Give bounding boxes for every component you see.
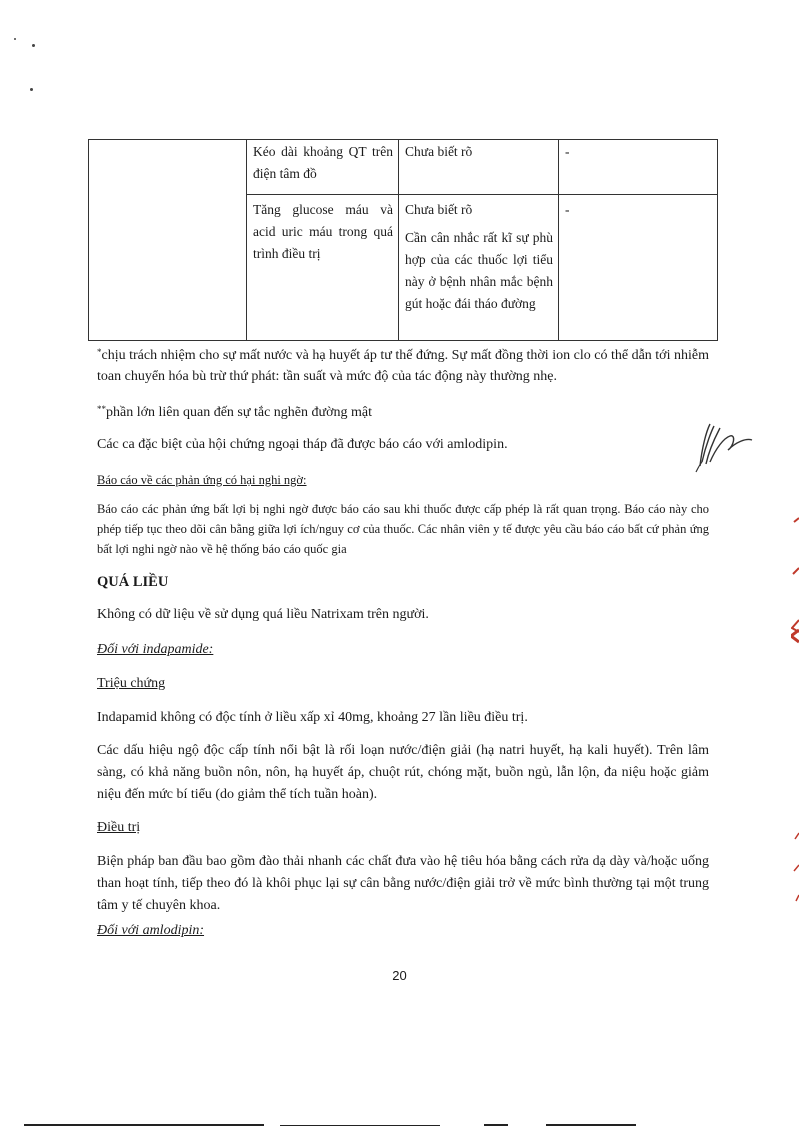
table-cell-reaction: Tăng glucose máu và acid uric máu trong quá trình điều trị	[247, 195, 399, 341]
footnote-star: *chịu trách nhiệm cho sự mất nước và hạ huyết áp tư thế đứng. Sự mất đồng thời ion clo có thể dẫn tới nhiễm toan chuyển hóa bù trừ thứ phát: tần suất và mức độ của tác động này thường nhẹ.	[97, 347, 709, 384]
table-row	[89, 140, 718, 195]
indapamide-heading: Đối với indapamide:	[97, 642, 214, 657]
footnote-mark: *	[97, 347, 102, 357]
extrapyramidal-note: Các ca đặc biệt của hội chứng ngoại tháp đã được báo cáo với amlodipin.	[97, 437, 508, 452]
scan-edge-line	[546, 1124, 636, 1126]
page-number: 20	[392, 968, 407, 983]
table-cell-note: -	[559, 140, 718, 195]
overdose-heading: QUÁ LIỀU	[97, 574, 169, 590]
footnote-mark: **	[97, 404, 106, 414]
table-cell-reaction: Kéo dài khoảng QT trên điện tâm đồ	[247, 140, 399, 195]
table-cell-caution: Cần cân nhắc rất kĩ sự phù hợp của các thuốc lợi tiểu này ở bệnh nhân mắc bệnh gút hoặc đái tháo đường	[405, 230, 553, 311]
symptoms-heading: Triệu chứng	[97, 676, 166, 691]
report-paragraph: Báo cáo các phản ứng bất lợi bị nghi ngờ được báo cáo sau khi thuốc được cấp phép là rất quan trọng. Báo cáo này cho phép tiếp tục theo dõi cân bằng giữa lợi ích/nguy cơ của thuốc. Các nhân viên y tế được yêu cầu báo cáo bất cứ phản ứng bất lợi nghi ngờ nào về hệ thống báo cáo quốc gia	[97, 502, 709, 556]
footnote-double-star: **phần lớn liên quan đến sự tắc nghẽn đường mật	[97, 404, 372, 420]
table-cell-frequency: Chưa biết rõ Cần cân nhắc rất kĩ sự phù hợp của các thuốc lợi tiểu này ở bệnh nhân mắc bệnh gút hoặc đái tháo đường	[399, 195, 559, 341]
signature-mark	[690, 418, 760, 478]
table-cell-empty	[89, 140, 247, 341]
amlodipine-heading: Đối với amlodipin:	[97, 923, 205, 938]
overdose-intro: Không có dữ liệu về sử dụng quá liều Natrixam trên người.	[97, 607, 429, 622]
table-cell-note: -	[559, 195, 718, 341]
treatment-paragraph: Biện pháp ban đầu bao gồm đào thải nhanh các chất đưa vào hệ tiêu hóa bằng cách rửa dạ dày và/hoặc uống than hoạt tính, tiếp theo đó là khôi phục lại sự cân bằng nước/điện giải trở về mức bình thường tại một trung tâm y tế chuyên khoa.	[97, 854, 709, 913]
scan-speck	[14, 38, 16, 40]
scan-speck	[30, 88, 33, 91]
scan-edge-line	[280, 1125, 440, 1126]
treatment-heading: Điều trị	[97, 820, 141, 835]
adverse-reactions-table	[88, 139, 718, 341]
table-cell-frequency: Chưa biết rõ	[399, 140, 559, 195]
scan-edge-line	[484, 1124, 508, 1126]
report-heading: Báo cáo về các phản ứng có hại nghi ngờ:	[97, 473, 307, 487]
stamp-fragment	[791, 825, 799, 925]
scan-edge-line	[24, 1124, 264, 1126]
symptoms-paragraph-1: Indapamid không có độc tính ở liều xấp xỉ 40mg, khoảng 27 lần liều điều trị.	[97, 710, 528, 725]
scan-speck	[32, 44, 35, 47]
stamp-fragment	[791, 510, 799, 650]
symptoms-paragraph-2: Các dấu hiệu ngộ độc cấp tính nổi bật là rối loạn nước/điện giải (hạ natri huyết, hạ kali huyết). Trên lâm sàng, có khả năng buồn nôn, nôn, hạ huyết áp, chuột rút, chóng mặt, buồn ngủ, lẫn lộn, đa niệu hoặc giảm niệu đến mức bí tiểu (do giảm thể tích tuần hoàn).	[97, 743, 709, 802]
